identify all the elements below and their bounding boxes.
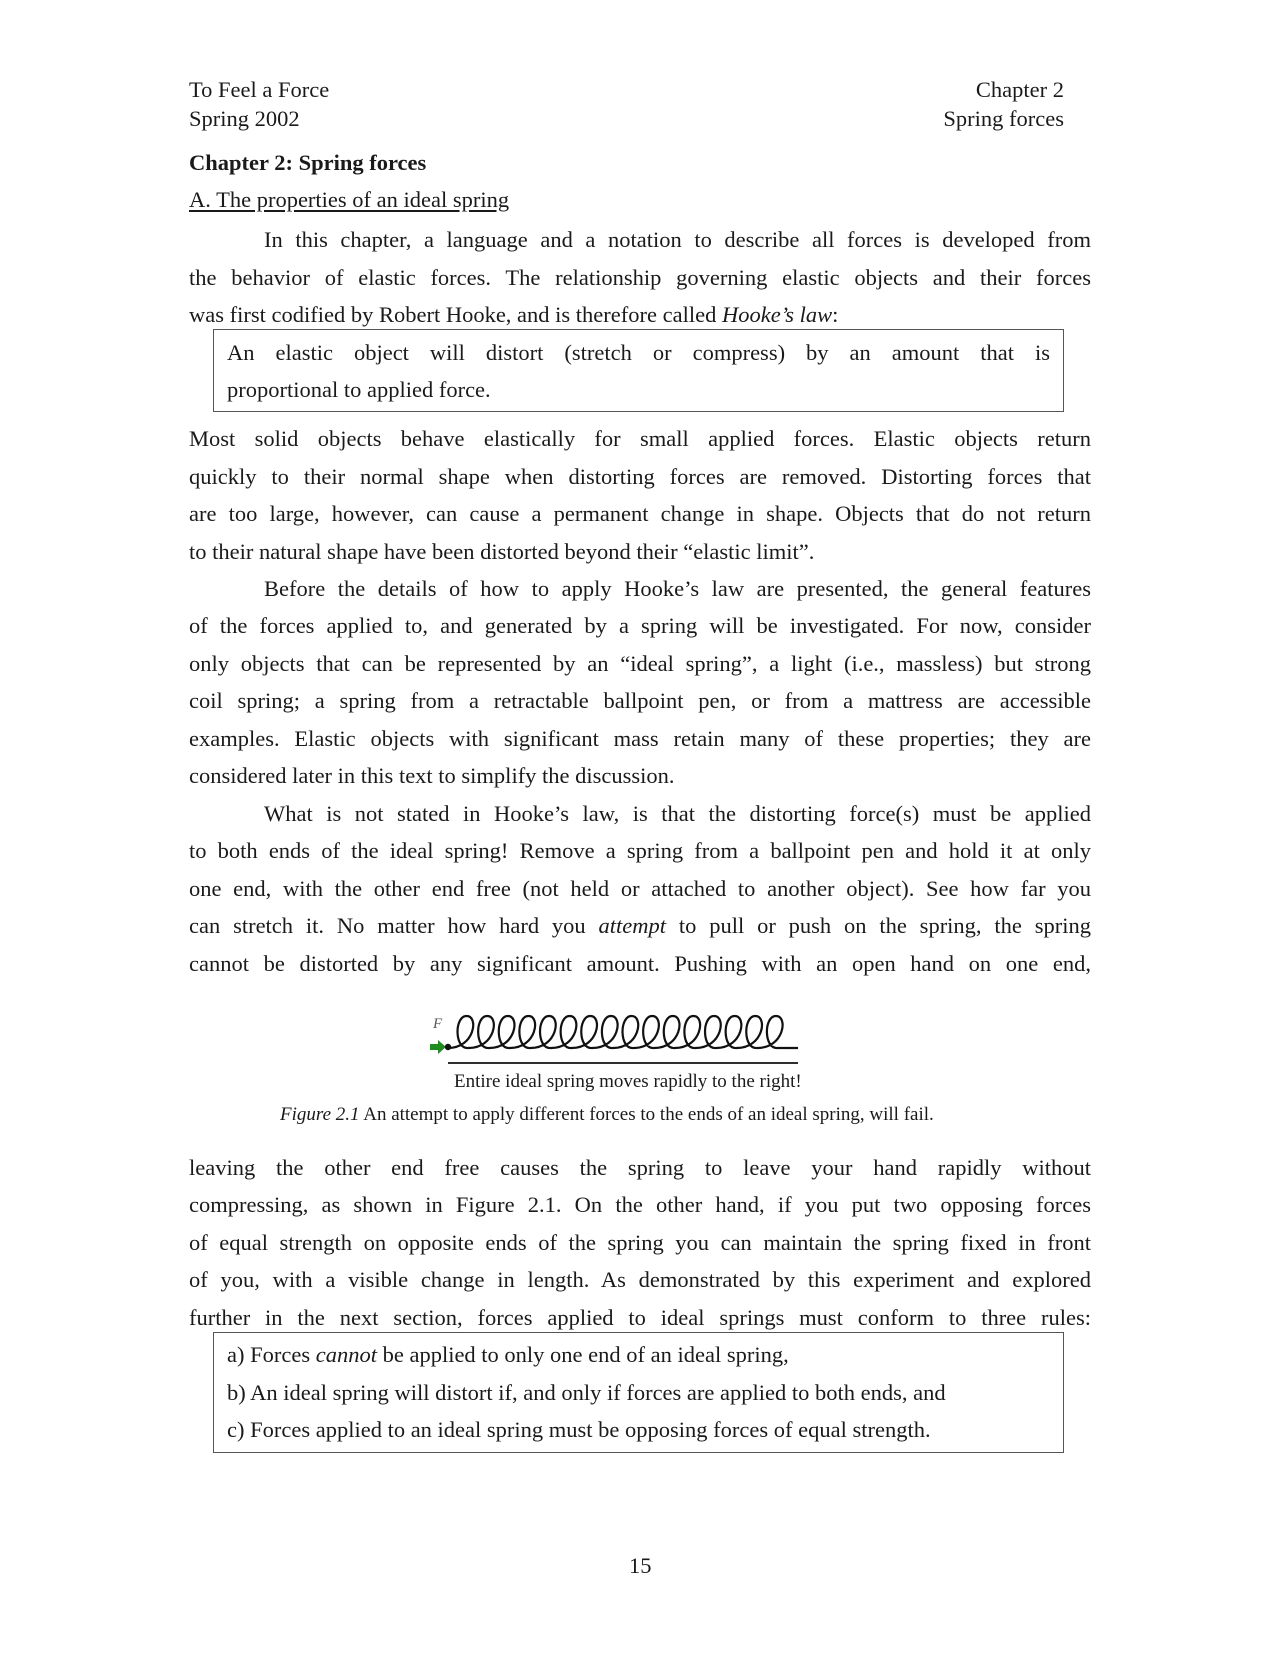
text-line: Most solid objects behave elastically for small applied forces. Elastic objects return [189,426,1091,451]
cannot-emphasis: cannot [315,1342,377,1367]
spring-rules-box [213,1332,1064,1453]
text-line: to both ends of the ideal spring! Remove a spring from a ballpoint pen and hold it at only [189,838,1091,863]
text-line: of you, with a visible change in length. As demonstrated by this experiment and explored [189,1267,1091,1292]
text-run: : [832,302,839,327]
text-line: to their natural shape have been distorted beyond their “elastic limit”. [189,539,815,564]
text-line: coil spring; a spring from a retractable ballpoint pen, or from a mattress are accessible [189,688,1091,713]
hookes-law-box [213,329,1064,412]
text-line: considered later in this text to simplify the discussion. [189,763,675,788]
figure-title-text: An attempt to apply different forces to the ends of an ideal spring, will fail. [363,1104,934,1125]
spring-coil [448,1016,798,1048]
force-label: F [433,1016,443,1032]
header-chapter-label: Chapter 2 [975,77,1064,102]
text-line: cannot be distorted by any significant amount. Pushing with an open hand on one end, [189,951,1091,976]
figure-title [280,1104,934,1126]
text-line: examples. Elastic objects with significant mass retain many of these properties; they are [189,726,1091,751]
text-line: the behavior of elastic forces. The relationship governing elastic objects and their forces [189,265,1091,290]
text-run: be applied to only one end of an ideal spring, [376,1342,789,1367]
hookes-law-term: Hooke’s law [721,302,833,327]
header-book-title: To Feel a Force [189,77,330,102]
box-line: An elastic object will distort (stretch or compress) by an amount that is [227,340,1050,365]
rule-b: b) An ideal spring will distort if, and only if forces are applied to both ends, and [227,1380,946,1405]
text-line [189,910,1091,942]
text-line: of the forces applied to, and generated by a spring will be investigated. For now, consider [189,613,1091,638]
text-line [189,299,1091,331]
text-run: was first codified by Robert Hooke, and is therefore called [189,302,722,327]
page-number: 15 [629,1553,652,1578]
figure-spring-diagram [430,1010,810,1066]
attempt-emphasis: attempt [598,913,667,938]
text-run: to pull or push on the spring, the spring [666,913,1091,938]
text-line: further in the next section, forces applied to ideal springs must conform to three rules: [189,1305,1091,1330]
header-chapter-topic: Spring forces [943,106,1064,131]
text-line: In this chapter, a language and a notation to describe all forces is developed from [264,227,1091,252]
box-line: proportional to applied force. [227,377,491,402]
figure-number: Figure 2.1 [280,1104,360,1125]
text-line: What is not stated in Hooke’s law, is that the distorting force(s) must be applied [264,801,1091,826]
text-line: quickly to their normal shape when distorting forces are removed. Distorting forces that [189,464,1091,489]
text-line: are too large, however, can cause a permanent change in shape. Objects that do not return [189,501,1091,526]
section-title: A. The properties of an ideal spring [189,187,510,212]
rule-c: c) Forces applied to an ideal spring must be opposing forces of equal strength. [227,1417,931,1442]
spring-end-dot [445,1044,451,1050]
header-term: Spring 2002 [189,106,300,131]
text-run: a) Forces [227,1342,316,1367]
force-arrow-icon [430,1040,446,1054]
chapter-title: Chapter 2: Spring forces [189,150,427,175]
text-line: Before the details of how to apply Hooke’s law are presented, the general features [264,576,1091,601]
text-line: compressing, as shown in Figure 2.1. On the other hand, if you put two opposing forces [189,1192,1091,1217]
text-line: of equal strength on opposite ends of the spring you can maintain the spring fixed in front [189,1230,1091,1255]
figure-caption: Entire ideal spring moves rapidly to the right! [454,1071,802,1092]
text-line: one end, with the other end free (not held or attached to another object). See how far you [189,876,1091,901]
text-line: only objects that can be represented by an “ideal spring”, a light (i.e., massless) but strong [189,651,1091,676]
text-line: leaving the other end free causes the spring to leave your hand rapidly without [189,1155,1091,1180]
rule-a [227,1339,1050,1371]
text-run: can stretch it. No matter how hard you [189,913,599,938]
